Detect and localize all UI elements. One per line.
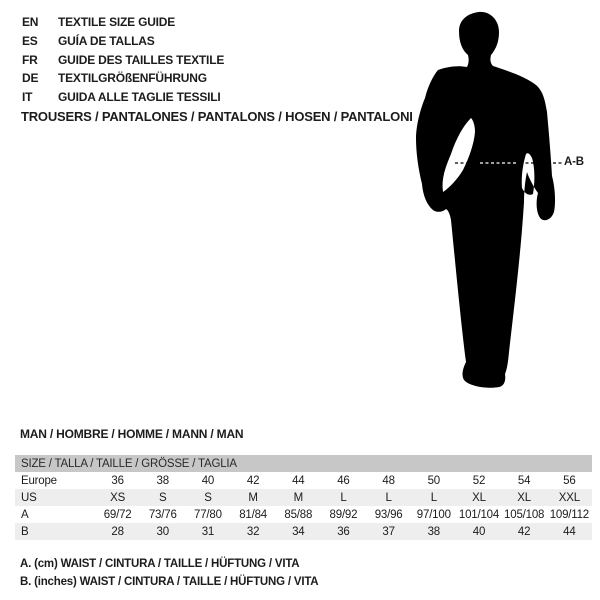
table-cell: 38: [411, 523, 456, 540]
row-label: Europe: [21, 474, 57, 487]
language-title: GUIDA ALLE TAGLIE TESSILI: [58, 90, 221, 105]
table-cell: 81/84: [239, 508, 267, 521]
table-cell: L: [366, 489, 411, 506]
language-row: [22, 88, 224, 107]
table-row-a-cm: [15, 506, 592, 523]
man-silhouette-figure: [413, 6, 563, 396]
size-table-header-row: [15, 455, 592, 472]
language-title: TEXTILGRÖßENFÜHRUNG: [58, 71, 207, 86]
language-code: FR: [22, 52, 38, 67]
category-title: TROUSERS / PANTALONES / PANTALONS / HOSEN / PANTALONI: [21, 109, 413, 124]
table-cell: 31: [185, 523, 230, 540]
language-code: IT: [22, 90, 33, 105]
table-cell: XXL: [547, 489, 592, 506]
table-cell: 97/100: [416, 508, 451, 521]
table-cell: 30: [140, 523, 185, 540]
table-cell: 38: [156, 474, 169, 487]
table-cell: 40: [201, 474, 215, 487]
size-table-header: SIZE / TALLA / TAILLE / GRÖSSE / TAGLIA: [15, 455, 592, 472]
table-cell: 34: [276, 523, 321, 540]
table-cell: 77/80: [194, 508, 222, 521]
table-cell: 48: [382, 474, 395, 487]
table-cell: M: [231, 489, 276, 506]
language-code: EN: [22, 15, 39, 29]
table-cell: 32: [231, 523, 276, 540]
table-cell: 69/72: [103, 508, 132, 521]
row-label: B: [15, 523, 95, 540]
table-cell: 28: [95, 523, 140, 540]
table-cell: XL: [456, 489, 501, 506]
table-cell: 73/76: [148, 508, 177, 521]
language-row: [22, 51, 224, 70]
table-row-us: [15, 489, 592, 506]
section-title: MAN / HOMBRE / HOMME / MANN / MAN: [20, 427, 244, 441]
language-code: DE: [22, 71, 39, 86]
table-cell: 36: [321, 523, 366, 540]
table-cell: 42: [502, 523, 547, 540]
language-list: [22, 13, 224, 107]
table-cell: 46: [337, 474, 350, 487]
table-cell: 101/104: [458, 508, 500, 521]
table-row-europe: [15, 472, 592, 489]
table-cell: 50: [427, 474, 440, 487]
table-cell: 109/112: [549, 508, 590, 521]
table-cell: 93/96: [374, 508, 403, 521]
table-cell: 42: [246, 474, 260, 487]
size-table-wrap: [15, 455, 592, 540]
table-cell: 89/92: [329, 508, 358, 521]
table-cell: L: [321, 489, 366, 506]
language-row: [22, 32, 224, 51]
size-table: [15, 455, 592, 540]
table-cell: 44: [547, 523, 592, 540]
table-cell: 44: [292, 474, 305, 487]
table-cell: 54: [517, 474, 531, 487]
language-row: [22, 69, 224, 88]
table-cell: 85/88: [284, 508, 313, 521]
table-row-b-inches: [15, 523, 592, 540]
table-cell: XS: [95, 489, 140, 506]
table-cell: 52: [472, 474, 486, 487]
row-label: US: [15, 489, 95, 506]
measure-label: A-B: [564, 156, 584, 168]
table-cell: 37: [366, 523, 411, 540]
language-title: TEXTILE SIZE GUIDE: [58, 15, 176, 29]
table-cell: 105/108: [504, 508, 545, 521]
note-a: A. (cm) WAIST / CINTURA / TAILLE / HÜFTUNG / VITA: [20, 558, 300, 570]
language-title: GUIDE DES TAILLES TEXTILE: [58, 52, 225, 67]
note-b: B. (inches) WAIST / CINTURA / TAILLE / HÜFTUNG / VITA: [20, 576, 319, 588]
table-cell: 56: [563, 474, 576, 487]
table-cell: S: [185, 489, 230, 506]
table-cell: L: [411, 489, 456, 506]
table-cell: M: [276, 489, 321, 506]
table-cell: S: [140, 489, 185, 506]
language-code: ES: [22, 33, 38, 48]
table-cell: XL: [502, 489, 547, 506]
language-title: GUÍA DE TALLAS: [58, 33, 155, 48]
table-cell: 40: [456, 523, 501, 540]
row-label: A: [21, 508, 29, 521]
language-row: [22, 13, 224, 32]
table-cell: 36: [111, 474, 124, 487]
measurement-notes: [20, 555, 318, 591]
man-silhouette: [413, 6, 563, 396]
